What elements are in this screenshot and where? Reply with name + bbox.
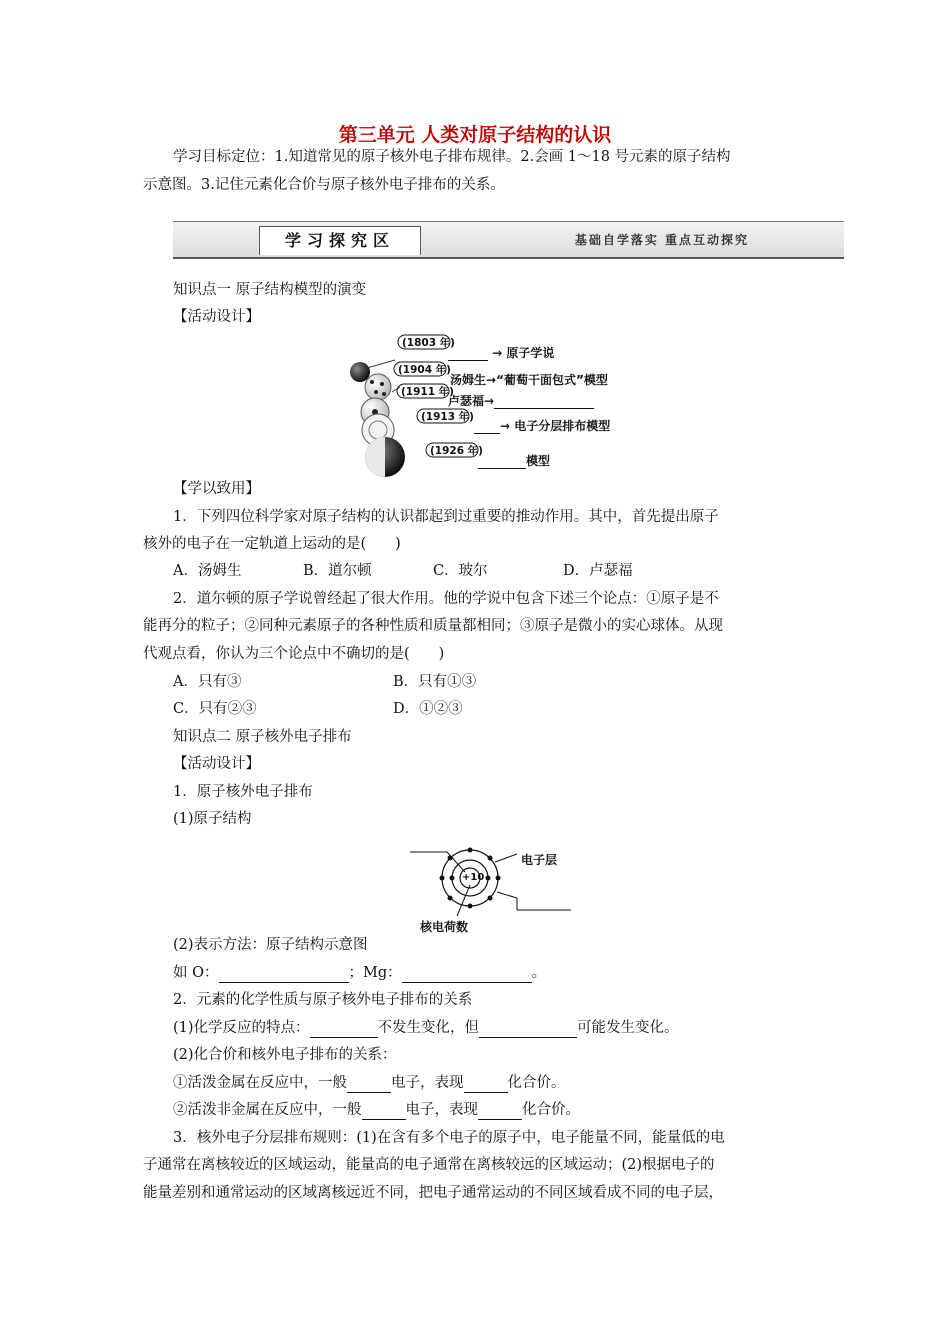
q2-options-row-1: [173, 672, 613, 692]
atom-structure-diagram: [405, 840, 585, 920]
q1-stem-1: 1．下列四位科学家对原子结构的认识都起到过重要的推动作用。其中，首先提出原子: [173, 509, 719, 525]
timeline-year-1803: (1803 年): [402, 337, 455, 349]
q2-stem-2: 能再分的粒子；②同种元素原子的各种性质和质量都相同；③原子是微小的实心球体。从现: [143, 618, 723, 634]
timeline-prefix-1904: 汤姆生: [450, 373, 487, 387]
kp2-s1a: (1)原子结构: [173, 811, 252, 827]
timeline-year-1904: (1904 年): [398, 364, 451, 376]
q2-options-row-2: [173, 699, 613, 719]
kp2-s1: 1．原子核外电子排布: [173, 784, 313, 800]
q2-stem-1: 2．道尔顿的原子学说曾经起了很大作用。他的学说中包含下述三个论点：①原子是不: [173, 591, 719, 607]
q1-option-c: C．玻尔: [433, 563, 488, 579]
kp2-s3-line-1: 3．核外电子分层排布规则：(1)在含有多个电子的原子中，电子能量不同，能量低的电: [173, 1130, 725, 1146]
timeline-row-1913: [474, 417, 610, 434]
timeline-row-1904: [450, 371, 608, 388]
q2-option-d: D．①②③: [393, 701, 463, 717]
kp1-heading: 知识点一 原子结构模型的演变: [173, 282, 367, 298]
kp1-activity: 【活动设计】: [173, 309, 260, 325]
kp2-heading: 知识点二 原子核外电子排布: [173, 729, 352, 745]
example-mg-label: ；Mg：: [348, 965, 402, 981]
kp2-s2c: ①活泼金属在反应中，一般 电子，表现 化合价。: [173, 1075, 566, 1091]
timeline-label-1911: →: [484, 394, 495, 408]
timeline-row-1803: [448, 344, 554, 361]
dalton-ball: [350, 362, 370, 382]
kp2-s1b: (2)表示方法：原子结构示意图: [173, 937, 368, 953]
example-end: 。: [531, 965, 547, 981]
q1-option-a: A．汤姆生: [173, 563, 242, 579]
kp2-activity: 【活动设计】: [173, 756, 260, 772]
page-title: 第三单元 人类对原子结构的认识: [338, 124, 612, 146]
timeline-label-1904: →“葡萄干面包式”模型: [486, 373, 608, 387]
banner-subtitle: 基础自学落实 重点互动探究: [574, 233, 749, 247]
section-banner: [173, 221, 844, 259]
timeline-row-1926: [478, 452, 550, 469]
timeline-row-1911: [448, 392, 594, 409]
q1-option-b: B．道尔顿: [303, 563, 372, 579]
shell-label: 电子层: [521, 853, 558, 867]
kp2-s3-line-2: 子通常在离核较近的区域运动，能量高的电子通常在离核较远的区域运动；(2)根据电子的: [143, 1157, 715, 1173]
objectives-line-2: 示意图。3.记住元素化合价与原子核外电子排布的关系。: [143, 177, 505, 193]
timeline-prefix-1911: 卢瑟福: [448, 394, 485, 408]
q1-stem-2: 核外的电子在一定轨道上运动的是( ): [143, 536, 401, 552]
example-row: [173, 963, 546, 983]
charge-label: 核电荷数: [420, 920, 469, 934]
kp2-s2a: (1)化学反应的特点： 不发生变化，但 可能发生变化。: [173, 1020, 679, 1036]
q2-option-c: C．只有②③: [173, 701, 257, 717]
kp2-s2b: (2)化合价和核外电子排布的关系：: [173, 1047, 397, 1063]
thomson-model: [365, 374, 391, 400]
timeline-year-1913: (1913 年): [421, 411, 474, 423]
timeline-label-1926: 模型: [526, 454, 551, 468]
example-o-label: 如 O：: [173, 965, 219, 981]
timeline-year-1926: (1926 年): [430, 445, 483, 457]
timeline-year-1911: (1911 年): [401, 386, 454, 398]
kp2-s2: 2．元素的化学性质与原子核外电子排布的关系: [173, 992, 473, 1008]
kp1-apply: 【学以致用】: [173, 481, 260, 497]
objectives-line-1: 学习目标定位：1.知道常见的原子核外电子排布规律。2.会画 1～18 号元素的原子结构: [173, 149, 731, 165]
q2-option-a: A．只有③: [173, 674, 242, 690]
q2-option-b: B．只有①③: [393, 674, 477, 690]
q1-options: [173, 561, 693, 581]
kp2-s2d: ②活泼非金属在反应中，一般 电子，表现 化合价。: [173, 1102, 580, 1118]
timeline-label-1803: → 原子学说: [492, 346, 555, 360]
banner-tab: 学习探究区: [259, 226, 421, 255]
q1-option-d: D．卢瑟福: [563, 563, 633, 579]
q2-stem-3: 代观点看，你认为三个论点中不确切的是( ): [143, 646, 445, 662]
timeline-label-1913: → 电子分层排布模型: [500, 419, 611, 433]
kp2-s3-line-3: 能量差别和通常运动的区域离核远近不同，把电子通常运动的不同区域看成不同的电子层，: [143, 1185, 723, 1201]
nucleus-label: +10: [462, 872, 485, 883]
